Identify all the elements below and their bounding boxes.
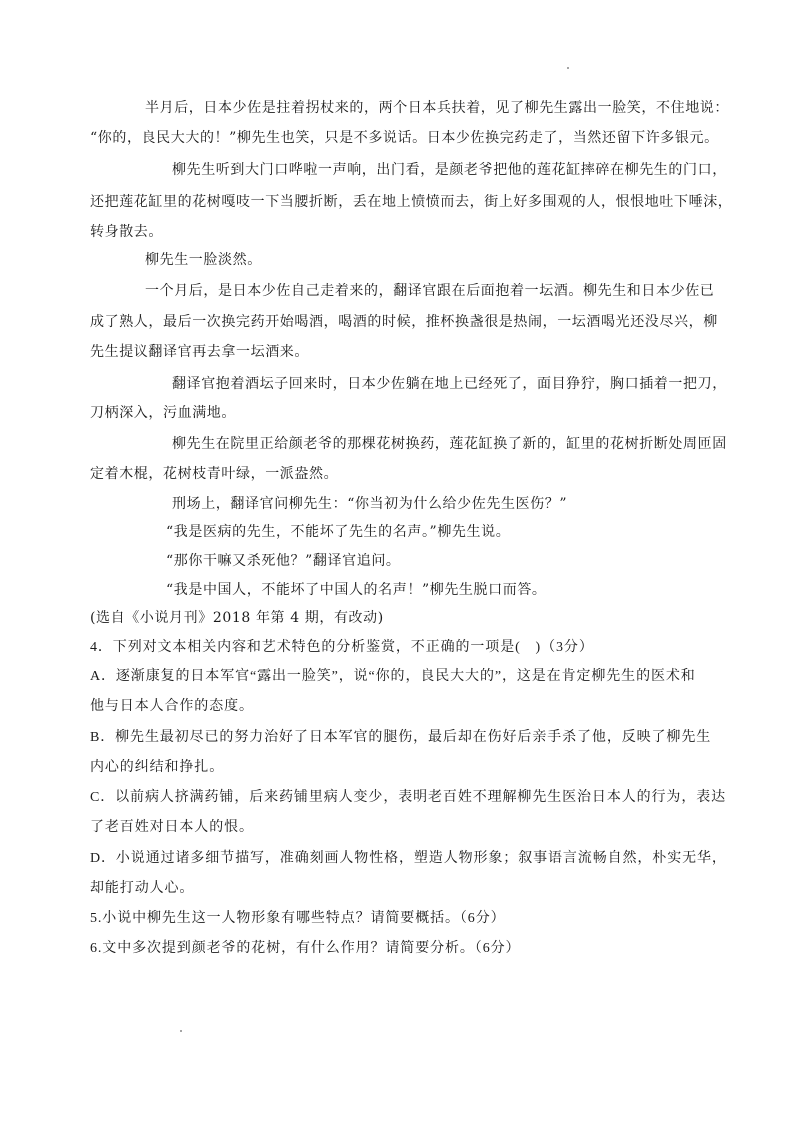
- story-p6-line2: 定着木棍，花树枝青叶绿，一派盎然。: [90, 466, 339, 482]
- question-4-option-c-line1: C．以前病人挤满药铺，后来药铺里病人变少，表明老百姓不理解柳先生医治日本人的行为，表达: [90, 790, 727, 805]
- story-p9: “那你干嘛又杀死他？”翻译官追问。: [166, 553, 401, 569]
- question-4-stem: 4．下列对文本相关内容和艺术特色的分析鉴赏，不正确的一项是( )（3分）: [90, 640, 594, 655]
- story-p2-line2: 还把莲花缸里的花树嘎吱一下当腰折断，丢在地上愤愤而去，街上好多围观的人，恨恨地吐下唾沫，: [90, 194, 733, 210]
- story-p1-line1: 半月后，日本少佐是拄着拐杖来的，两个日本兵扶着，见了柳先生露出一脸笑，不住地说：: [145, 100, 729, 116]
- story-p6-line1: 柳先生在院里正给颜老爷的那棵花树换药，莲花缸换了新的，缸里的花树折断处周匝固: [172, 436, 727, 452]
- question-4-option-a-line1: A．逐渐康复的日本军官“露出一脸笑”，说“你的，良民大大的”，这是在肯定柳先生的医术和: [90, 669, 696, 684]
- story-p8: “我是医病的先生，不能坏了先生的名声。”柳先生说。: [166, 524, 511, 540]
- story-p1-line2: “你的，良民大大的！”柳先生也笑，只是不多说话。日本少佐换完药走了，当然还留下许多银元。: [90, 130, 719, 146]
- question-4-option-d-line2: 却能打动人心。: [90, 881, 195, 896]
- story-p5-line1: 翻译官抱着酒坛子回来时，日本少佐躺在地上已经死了，面目狰狞，胸口插着一把刀，: [172, 376, 727, 392]
- question-6: 6.文中多次提到颜老爷的花树，有什么作用？请简要分析。（6分）: [90, 941, 521, 956]
- question-4-option-a-line2: 他与日本人合作的态度。: [90, 699, 254, 714]
- story-p3: 柳先生一脸淡然。: [145, 252, 262, 268]
- story-p4-line3: 先生提议翻译官再去拿一坛酒来。: [90, 344, 309, 360]
- story-p4-line1: 一个月后，是日本少佐自己走着来的，翻译官跟在后面抱着一坛酒。柳先生和日本少佐已: [145, 283, 715, 299]
- question-4-option-c-line2: 了老百姓对日本人的恨。: [90, 820, 254, 835]
- story-p2-line3: 转身散去。: [90, 224, 163, 240]
- story-p5-line2: 刀柄深入，污血满地。: [90, 405, 236, 421]
- question-4-option-b-line2: 内心的纠结和挣扎。: [90, 760, 225, 775]
- question-4-option-d-line1: D．小说通过诸多细节描写，准确刻画人物性格，塑造人物形象；叙事语言流畅自然，朴实无华，: [90, 851, 727, 866]
- question-4-option-b-line1: B．柳先生最初尽已的努力治好了日本军官的腿伤，最后却在伤好后亲手杀了他，反映了柳先生: [90, 730, 712, 745]
- story-p10: “我是中国人，不能坏了中国人的名声！”柳先生脱口而答。: [166, 582, 547, 598]
- scan-speck: [567, 67, 569, 69]
- question-5: 5.小说中柳先生这一人物形象有哪些特点？请简要概括。（6分）: [90, 911, 506, 926]
- story-source: (选自《小说月刊》2018 年第 4 期，有改动): [90, 610, 384, 626]
- story-p7: 刑场上，翻译官问柳先生：“你当初为什么给少佐先生医伤？”: [172, 496, 568, 512]
- story-p2-line1: 柳先生听到大门口哗啦一声响，出门看，是颜老爷把他的莲花缸摔碎在柳先生的门口，: [172, 162, 727, 178]
- story-p4-line2: 成了熟人，最后一次换完药开始喝酒，喝酒的时候，推杯换盏很是热闹，一坛酒喝光还没尽兴，柳: [90, 314, 718, 330]
- scan-speck: [180, 1030, 182, 1032]
